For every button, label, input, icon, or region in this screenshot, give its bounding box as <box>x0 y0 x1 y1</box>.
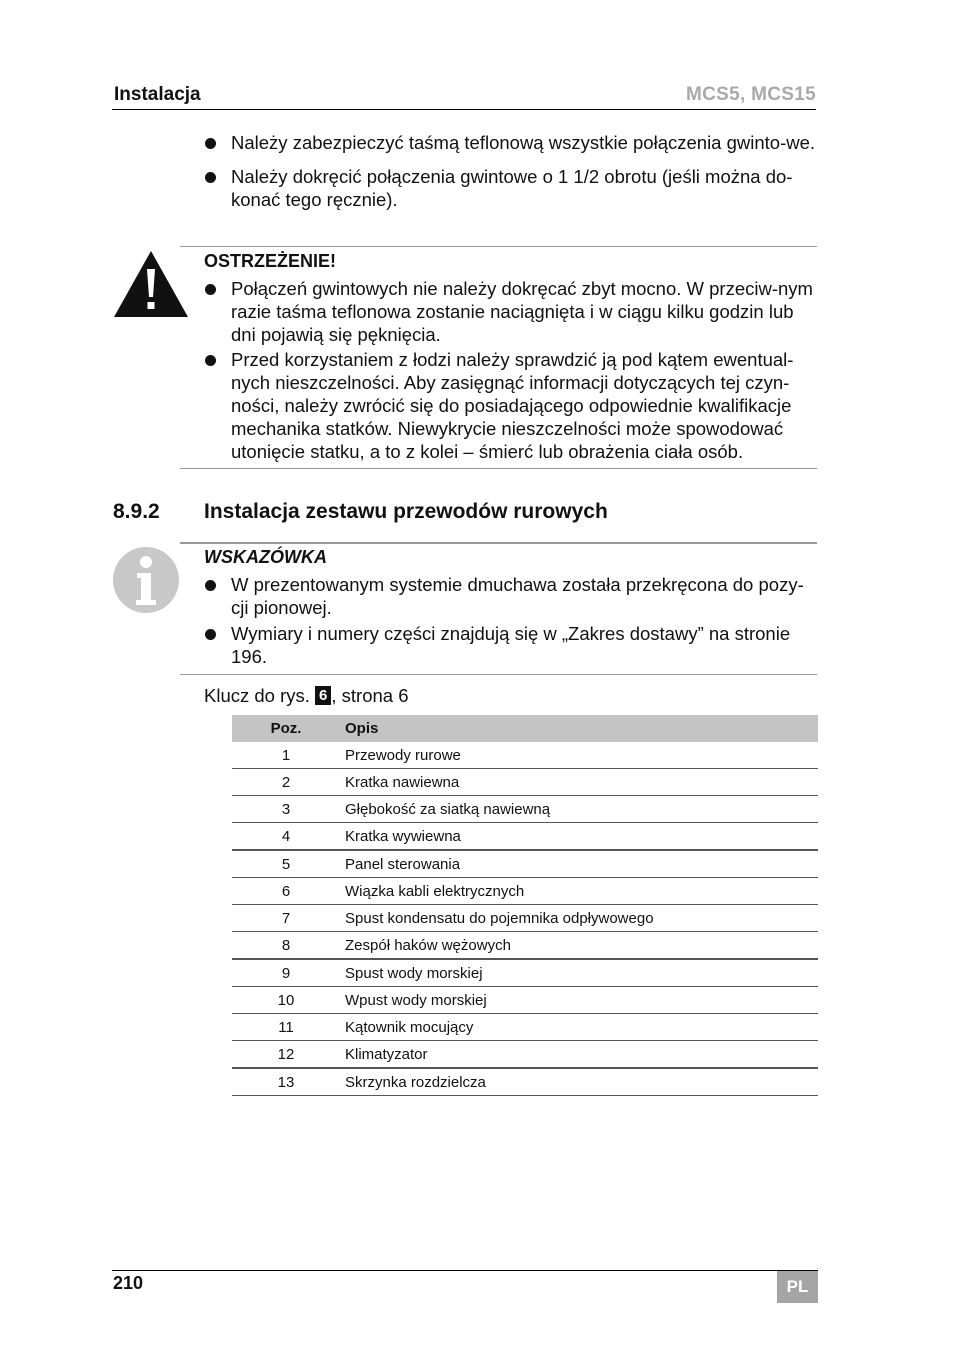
list-item <box>204 348 818 463</box>
row-pos: 8 <box>232 932 340 960</box>
row-pos: 7 <box>232 905 340 932</box>
row-desc: Kątownik mocujący <box>340 1014 818 1041</box>
table-row <box>232 987 818 1014</box>
row-pos: 4 <box>232 823 340 851</box>
note-title: WSKAZÓWKA <box>204 547 327 567</box>
row-desc: Zespół haków wężowych <box>340 932 818 960</box>
legend-table <box>232 715 818 1096</box>
row-pos: 6 <box>232 878 340 905</box>
section-number: 8.9.2 <box>113 500 160 523</box>
table-row <box>232 905 818 932</box>
list-item-text: Wymiary i numery części znajdują się w „Zakres dostawy” na stronie 196. <box>231 623 791 667</box>
table-row <box>232 959 818 987</box>
table-row <box>232 878 818 905</box>
row-desc: Klimatyzator <box>340 1041 818 1069</box>
row-pos: 12 <box>232 1041 340 1069</box>
list-item-text: Należy dokręcić połączenia gwintowe o 1 1/2 obrotu (jeśli można do-konać tego ręcznie). <box>231 166 793 210</box>
row-desc: Skrzynka rozdzielcza <box>340 1068 818 1096</box>
table-row <box>232 850 818 878</box>
list-item-text: Połączeń gwintowych nie należy dokręcać zbyt mocno. W przeciw-nym razie taśma teflonowa zostanie naciągnięta i w ciągu kilku godzin lub dni pojawią się pęknięcia. <box>231 278 813 345</box>
row-desc: Kratka nawiewna <box>340 769 818 796</box>
table-row <box>232 742 818 769</box>
column-header-desc: Opis <box>340 715 818 742</box>
list-item <box>204 573 818 619</box>
table-row <box>232 769 818 796</box>
list-item-text: W prezentowanym systemie dmuchawa została przekręcona do pozy-cji pionowej. <box>231 574 804 618</box>
row-desc: Wpust wody morskiej <box>340 987 818 1014</box>
figure-key-line <box>204 685 409 707</box>
row-pos: 3 <box>232 796 340 823</box>
column-header-pos: Poz. <box>232 715 340 742</box>
figure-number-badge: 6 <box>315 686 331 705</box>
table-row <box>232 1041 818 1069</box>
row-pos: 1 <box>232 742 340 769</box>
warning-list <box>204 277 818 465</box>
key-suffix: , strona 6 <box>331 685 409 706</box>
table-row <box>232 1014 818 1041</box>
table-header-row <box>232 715 818 742</box>
warning-triangle-icon <box>112 249 190 319</box>
row-desc: Spust kondensatu do pojemnika odpływowego <box>340 905 818 932</box>
warning-title: OSTRZEŻENIE! <box>204 251 337 271</box>
row-pos: 11 <box>232 1014 340 1041</box>
row-desc: Wiązka kabli elektrycznych <box>340 878 818 905</box>
row-desc: Panel sterowania <box>340 850 818 878</box>
table-row <box>232 796 818 823</box>
table-row <box>232 823 818 851</box>
list-item <box>204 277 818 346</box>
bullet-icon <box>205 355 216 366</box>
row-desc: Spust wody morskiej <box>340 959 818 987</box>
row-desc: Przewody rurowe <box>340 742 818 769</box>
key-prefix: Klucz do rys. <box>204 685 310 706</box>
note-box <box>180 542 817 675</box>
header-model-names: MCS5, MCS15 <box>685 84 816 105</box>
row-pos: 9 <box>232 959 340 987</box>
note-list <box>204 573 818 671</box>
section-title: Instalacja zestawu przewodów rurowych <box>204 500 608 523</box>
list-item <box>204 622 818 668</box>
info-icon <box>112 546 180 614</box>
row-pos: 13 <box>232 1068 340 1096</box>
language-badge: PL <box>777 1271 818 1303</box>
row-desc: Kratka wywiewna <box>340 823 818 851</box>
bullet-icon <box>205 580 216 591</box>
table-row <box>232 932 818 960</box>
row-desc: Głębokość za siatką nawiewną <box>340 796 818 823</box>
list-item-text: Przed korzystaniem z łodzi należy sprawdzić ją pod kątem ewentual-nych nieszczelności. Aby zasięgnąć informacji dotyczących tej czyn-ności, należy zwrócić się do posiadającego odpowiednie kwalifikacje mechanika statków. Niewykrycie nieszczelności może spowodować utonięcie statku, a to z kolei – śmierć lub obrażenia ciała osób. <box>231 349 794 462</box>
list-item <box>204 131 819 154</box>
page-number: 210 <box>113 1273 144 1293</box>
row-pos: 10 <box>232 987 340 1014</box>
footer-divider <box>112 1270 818 1271</box>
row-pos: 2 <box>232 769 340 796</box>
page-header <box>112 84 816 110</box>
bullet-icon <box>205 284 216 295</box>
table-row <box>232 1068 818 1096</box>
bullet-icon <box>205 172 216 183</box>
list-item <box>204 165 819 211</box>
row-pos: 5 <box>232 850 340 878</box>
list-item-text: Należy zabezpieczyć taśmą teflonową wszystkie połączenia gwinto-we. <box>231 132 816 153</box>
warning-box <box>180 246 817 469</box>
bullet-icon <box>205 629 216 640</box>
bullet-icon <box>205 138 216 149</box>
header-section-title: Instalacja <box>114 84 201 105</box>
top-bullet-list <box>204 131 819 222</box>
